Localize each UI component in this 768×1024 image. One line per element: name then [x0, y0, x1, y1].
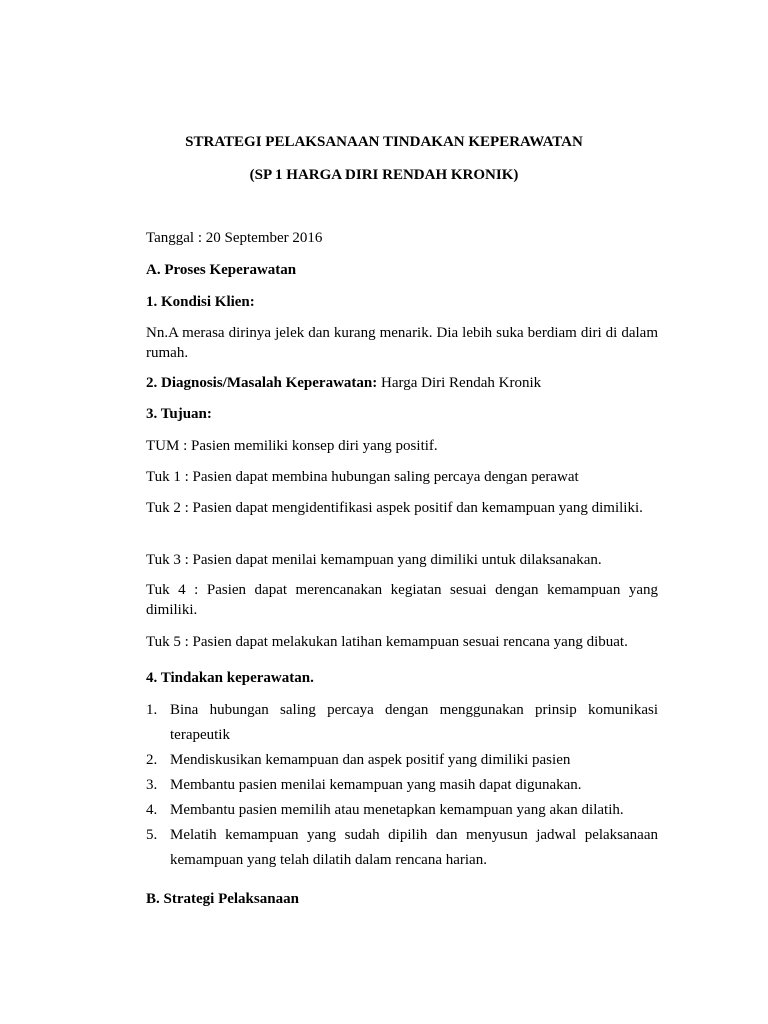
- list-item-number: 1.: [146, 702, 158, 718]
- list-item-text: Bina hubungan saling percaya dengan menggunakan prinsip komunikasi terapeutik: [170, 702, 658, 743]
- list-item-text: Mendiskusikan kemampuan dan aspek positif yang dimiliki pasien: [170, 752, 571, 768]
- list-item: [146, 798, 658, 823]
- list-item: [146, 773, 658, 798]
- list-item-text: Membantu pasien menilai kemampuan yang masih dapat digunakan.: [170, 777, 582, 793]
- tujuan-heading: 3. Tujuan:: [146, 406, 212, 422]
- document-subtitle: (SP 1 HARGA DIRI RENDAH KRONIK): [249, 167, 519, 183]
- list-item-number: 4.: [146, 802, 158, 818]
- tuk4-text: Tuk 4 : Pasien dapat merencanakan kegiatan sesuai dengan kemampuan yang dimiliki.: [146, 582, 658, 618]
- diagnosis-value: Harga Diri Rendah Kronik: [377, 375, 542, 391]
- list-item-number: 3.: [146, 777, 158, 793]
- list-item: [146, 823, 658, 873]
- kondisi-heading: 1. Kondisi Klien:: [146, 294, 255, 310]
- section-b-heading: B. Strategi Pelaksanaan: [146, 891, 299, 907]
- kondisi-text: Nn.A merasa dirinya jelek dan kurang menarik. Dia lebih suka berdiam diri di dalam rumah.: [146, 325, 658, 361]
- list-item: [146, 748, 658, 773]
- list-item-text: Melatih kemampuan yang sudah dipilih dan menyusun jadwal pelaksanaan kemampuan yang telah dilatih dalam rencana harian.: [170, 827, 658, 868]
- diagnosis-line: [146, 373, 658, 393]
- list-item-number: 5.: [146, 827, 158, 843]
- list-item: [146, 698, 658, 748]
- tuk5-text: Tuk 5 : Pasien dapat melakukan latihan kemampuan sesuai rencana yang dibuat.: [146, 634, 628, 650]
- tuk3-text: Tuk 3 : Pasien dapat menilai kemampuan yang dimiliki untuk dilaksanakan.: [146, 552, 602, 568]
- tuk2-text: Tuk 2 : Pasien dapat mengidentifikasi aspek positif dan kemampuan yang dimiliki.: [146, 500, 643, 516]
- tuk1-text: Tuk 1 : Pasien dapat membina hubungan saling percaya dengan perawat: [146, 469, 579, 485]
- list-item-number: 2.: [146, 752, 158, 768]
- tum-text: TUM : Pasien memiliki konsep diri yang positif.: [146, 438, 438, 454]
- section-a-heading: A. Proses Keperawatan: [146, 262, 297, 278]
- diagnosis-label: 2. Diagnosis/Masalah Keperawatan:: [146, 375, 378, 391]
- tindakan-heading: 4. Tindakan keperawatan.: [146, 670, 314, 686]
- list-item-text: Membantu pasien memilih atau menetapkan kemampuan yang akan dilatih.: [170, 802, 624, 818]
- document-title: STRATEGI PELAKSANAAN TINDAKAN KEPERAWATAN: [185, 134, 583, 150]
- date-line: Tanggal : 20 September 2016: [146, 230, 323, 246]
